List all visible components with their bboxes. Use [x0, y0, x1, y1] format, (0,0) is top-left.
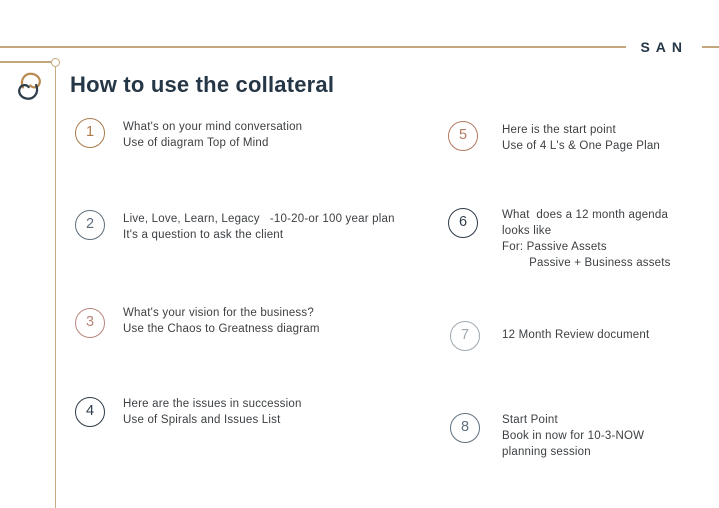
- header-rule: [0, 40, 719, 54]
- step-number-badge-1: 1: [75, 118, 105, 148]
- step-number-badge-8: 8: [450, 413, 480, 443]
- step-text-line: For: Passive Assets: [502, 241, 607, 253]
- step-text-2: [123, 211, 395, 243]
- step-number-badge-5: 5: [448, 121, 478, 151]
- step-text-6: [502, 207, 671, 271]
- accent-rule: [0, 61, 51, 63]
- step-text-1: [123, 119, 302, 151]
- step-number-badge-3: 3: [75, 308, 105, 338]
- step-text-line: What's on your mind conversation: [123, 121, 303, 133]
- step-text-line: planning session: [502, 446, 591, 458]
- step-text-line: Passive + Business assets: [502, 257, 671, 269]
- step-text-4: [123, 396, 302, 428]
- step-text-line: Use of Spirals and Issues List: [123, 414, 281, 426]
- step-text-line: What's your vision for the business?: [123, 307, 314, 319]
- brand-text: SAN: [640, 39, 688, 55]
- step-text-line: Here are the issues in succession: [123, 398, 302, 410]
- step-number-badge-6: 6: [448, 208, 478, 238]
- step-text-line: Start Point: [502, 414, 558, 426]
- spiral-link-logo-icon: [13, 68, 46, 102]
- step-text-7: [502, 327, 649, 343]
- step-text-5: [502, 122, 660, 154]
- step-text-line: looks like: [502, 225, 552, 237]
- step-text-line: Book in now for 10-3-NOW: [502, 430, 645, 442]
- step-number-badge-2: 2: [75, 210, 105, 240]
- step-text-8: [502, 412, 644, 460]
- step-text-line: 12 Month Review document: [502, 329, 650, 341]
- vertical-rule: [55, 66, 57, 508]
- step-text-line: Here is the start point: [502, 124, 616, 136]
- step-text-3: [123, 305, 320, 337]
- step-text-line: Use of 4 L's & One Page Plan: [502, 140, 661, 152]
- page-title: How to use the collateral: [70, 72, 335, 97]
- step-text-line: It's a question to ask the client: [123, 229, 284, 241]
- header-rule-right: [702, 46, 719, 48]
- step-number-badge-4: 4: [75, 397, 105, 427]
- step-text-line: What does a 12 month agenda: [502, 209, 669, 221]
- step-text-line: Use the Chaos to Greatness diagram: [123, 323, 320, 335]
- step-text-line: Live, Love, Learn, Legacy -10-20-or 100 year plan: [123, 213, 395, 225]
- step-text-line: Use of diagram Top of Mind: [123, 137, 269, 149]
- header-rule-left: [0, 46, 626, 48]
- step-number-badge-7: 7: [450, 321, 480, 351]
